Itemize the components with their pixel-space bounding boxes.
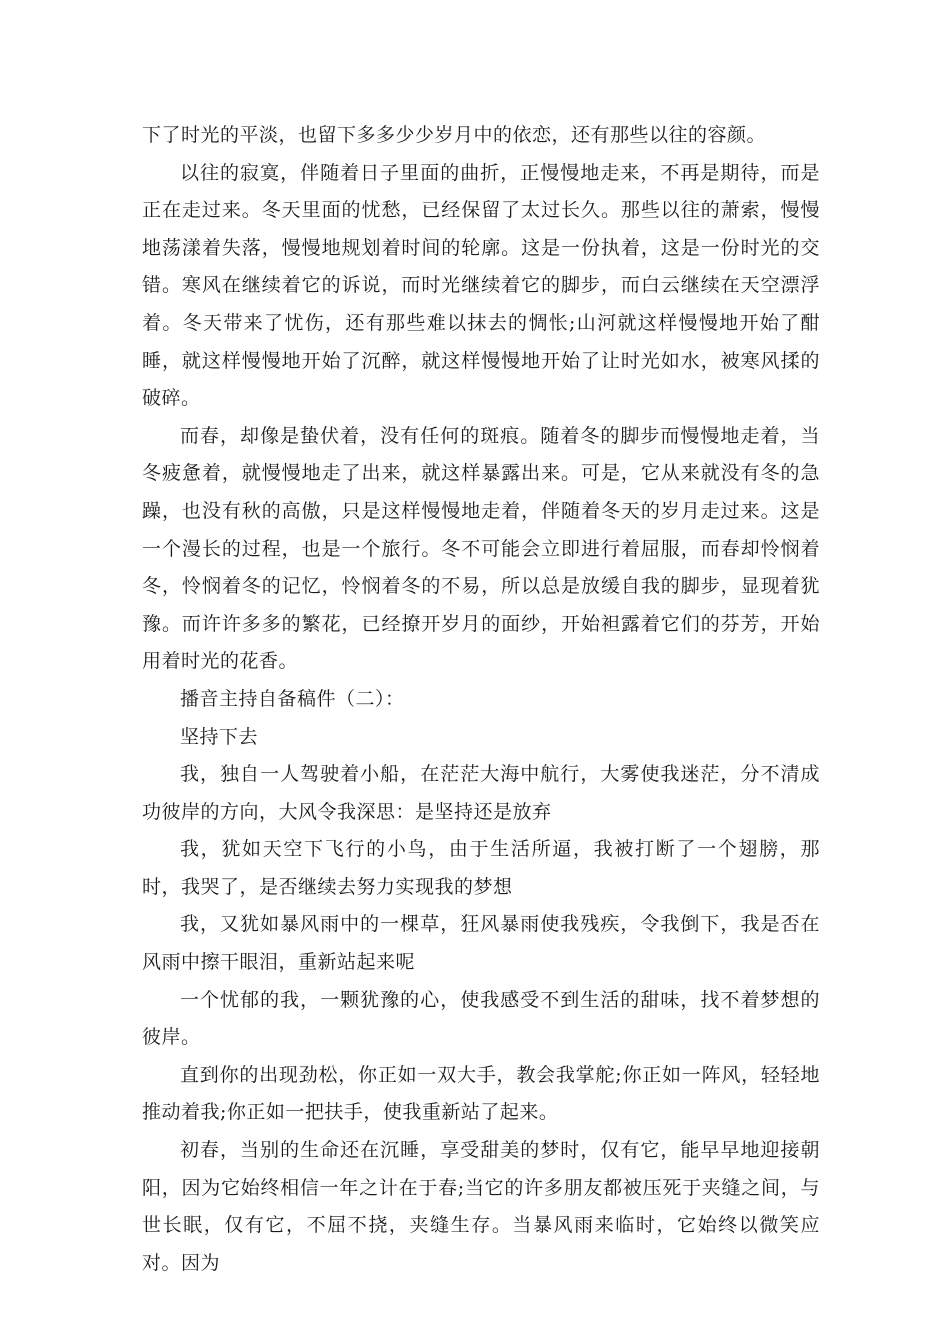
paragraph-early-spring: 初春，当别的生命还在沉睡，享受甜美的梦时，仅有它，能早早地迎接朝阳，因为它始终相信一年之计在于春;当它的许多朋友都被压死于夹缝之间，与世长眠，仅有它，不屈不挠，夹缝生存。当暴风雨来临时，它始终以微笑应对。因为 — [142, 1139, 820, 1274]
paragraph-boat: 我，独自一人驾驶着小船，在茫茫大海中航行，大雾使我迷茫，分不清成功彼岸的方向，大风令我深思：是坚持还是放弃 — [142, 763, 820, 823]
section-heading: 播音主持自备稿件（二）： — [180, 687, 405, 710]
article-title: 坚持下去 — [180, 725, 259, 748]
paragraph-grass: 我，又犹如暴风雨中的一棵草，狂风暴雨使我残疾，令我倒下，我是否在风雨中擦干眼泪，重新站起来呢 — [142, 913, 820, 974]
paragraph-spring: 而春，却像是蛰伏着，没有任何的斑痕。随着冬的脚步而慢慢地走着，当冬疲惫着，就慢慢地走了出来，就这样暴露出来。可是，它从来就没有冬的急躁，也没有秋的高傲，只是这样慢慢地走着，伴随着冬天的岁月走过来。这是一个漫长的过程，也是一个旅行。冬不可能会立即进行着屈服，而春却怜悯着冬，怜悯着冬的记忆，怜悯着冬的不易，所以总是放缓自我的脚步，显现着犹豫。而许许多多的繁花，已经撩开岁月的面纱，开始袒露着它们的芬芳，开始用着时光的花香。 — [142, 424, 820, 673]
paragraph-melancholy: 一个忧郁的我，一颗犹豫的心，使我感受不到生活的甜味，找不着梦想的彼岸。 — [142, 988, 820, 1049]
paragraph-bird: 我，犹如天空下飞行的小鸟，由于生活所逼，我被打断了一个翅膀，那时，我哭了，是否继续去努力实现我的梦想 — [142, 838, 820, 898]
document-body — [142, 117, 820, 1282]
paragraph-winter: 以往的寂寞，伴随着日子里面的曲折，正慢慢地走来，不再是期待，而是正在走过来。冬天里面的忧愁，已经保留了太过长久。那些以往的萧索，慢慢地荡漾着失落，慢慢地规划着时间的轮廓。这是一份执着，这是一份时光的交错。寒风在继续着它的诉说，而时光继续着它的脚步，而白云继续在天空漂浮着。冬天带来了忧伤，还有那些难以抹去的惆怅;山河就这样慢慢地开始了酣睡，就这样慢慢地开始了沉醉，就这样慢慢地开始了让时光如水，被寒风揉的破碎。 — [142, 161, 820, 410]
paragraph-pine: 直到你的出现劲松，你正如一双大手，教会我掌舵;你正如一阵风，轻轻地推动着我;你正如一把扶手，使我重新站了起来。 — [142, 1063, 820, 1124]
paragraph-continued: 下了时光的平淡，也留下多多少少岁月中的依恋，还有那些以往的容颜。 — [142, 124, 767, 146]
